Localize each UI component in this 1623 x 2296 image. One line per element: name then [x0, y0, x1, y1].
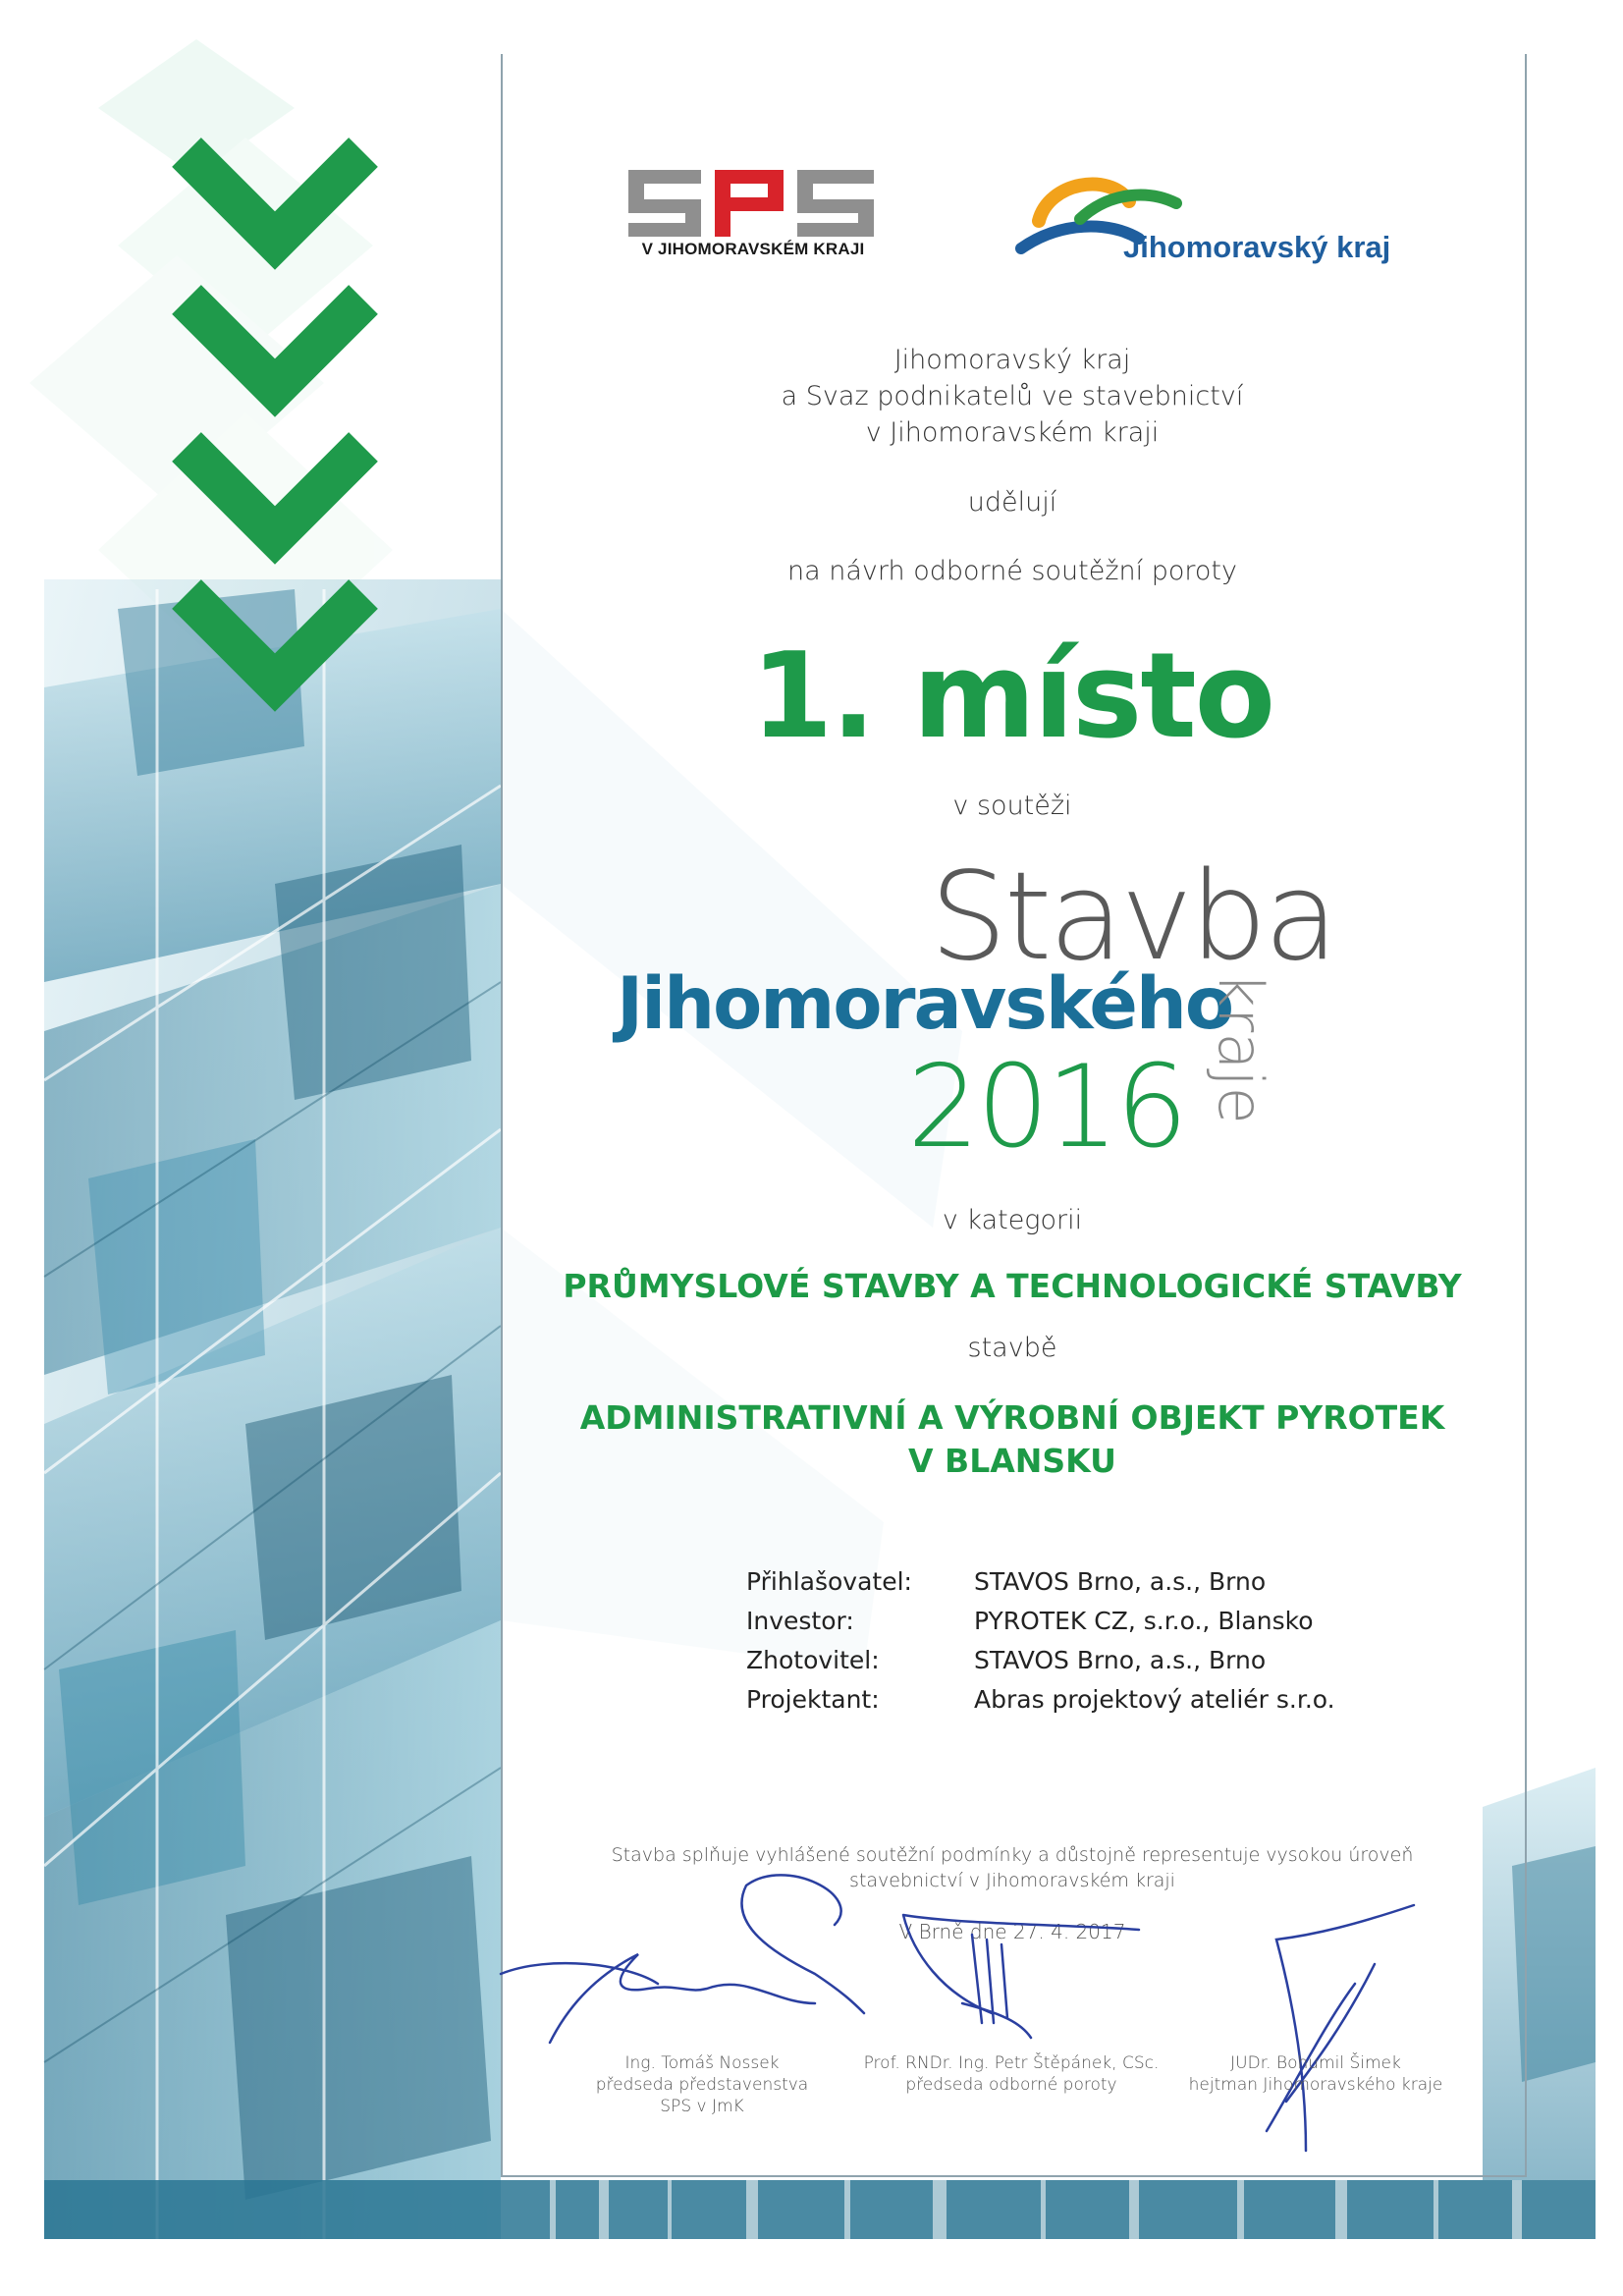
competition-year: 2016	[907, 1041, 1186, 1174]
participant-label: Investor:	[746, 1607, 854, 1635]
grant-text: udělují	[967, 487, 1057, 518]
participant-value: PYROTEK CZ, s.r.o., Blansko	[974, 1607, 1314, 1635]
participant-value: STAVOS Brno, a.s., Brno	[974, 1646, 1267, 1674]
participant-label: Zhotovitel:	[746, 1646, 880, 1674]
jmk-logo-text: Jihomoravský kraj	[1123, 230, 1391, 264]
issuer-line: a Svaz podnikatelů ve stavebnictví	[781, 381, 1244, 411]
issuer-block	[511, 342, 1514, 451]
statement-text	[511, 1842, 1514, 1893]
issuer-line: Jihomoravský kraj	[893, 345, 1131, 375]
in-competition-text: v soutěži	[952, 791, 1072, 821]
signatory-title: předseda představenstva	[595, 2075, 809, 2095]
competition-word-kraje: kraje	[1205, 972, 1276, 1124]
signatory-title: SPS v JmK	[660, 2097, 744, 2116]
frame-line-left	[501, 54, 503, 2175]
building-name	[511, 1396, 1514, 1483]
category-label: v kategorii	[942, 1205, 1083, 1235]
participant-value: Abras projektový ateliér s.r.o.	[974, 1685, 1335, 1714]
category-name: PRŮMYSLOVÉ STAVBY A TECHNOLOGICKÉ STAVBY	[563, 1267, 1462, 1305]
signatory-simek	[1168, 2052, 1463, 2096]
signatory-nossek	[569, 2052, 835, 2117]
participant-value: STAVOS Brno, a.s., Brno	[974, 1567, 1267, 1596]
signatory-name: Ing. Tomáš Nossek	[624, 2053, 780, 2073]
signatory-stepanek	[854, 2052, 1168, 2096]
issuer-line: v Jihomoravském kraji	[865, 417, 1160, 448]
signatory-title: hejtman Jihomoravského kraje	[1188, 2075, 1443, 2095]
issue-date: V Brně dne 27. 4. 2017	[898, 1920, 1126, 1943]
participant-label: Projektant:	[746, 1685, 880, 1714]
signatory-name: Prof. RNDr. Ing. Petr Štěpánek, CSc.	[863, 2053, 1160, 2073]
proposal-text: na návrh odborné soutěžní poroty	[787, 556, 1237, 586]
building-name-line: V BLANSKU	[908, 1442, 1116, 1480]
award-place: 1. místo	[750, 629, 1274, 765]
building-label: stavbě	[967, 1333, 1057, 1363]
participant-label: Přihlašovatel:	[746, 1567, 912, 1596]
competition-word-region: Jihomoravského	[617, 962, 1233, 1046]
signatory-name: JUDr. Bohumil Šimek	[1230, 2053, 1401, 2073]
competition-word-stavba: Stavba	[930, 847, 1336, 988]
building-name-line: ADMINISTRATIVNÍ A VÝROBNÍ OBJEKT PYROTEK	[579, 1398, 1445, 1437]
sps-logo-subtitle: V JIHOMORAVSKÉM KRAJI	[641, 240, 865, 258]
frame-line-right	[1525, 54, 1527, 2175]
statement-line: Stavba splňuje vyhlášené soutěžní podmínky a důstojně representuje vysokou úroveň	[611, 1844, 1414, 1866]
statement-line: stavebnictví v Jihomoravském kraji	[849, 1870, 1175, 1891]
signatory-title: předseda odborné poroty	[905, 2075, 1117, 2095]
frame-line-bottom	[501, 2175, 1527, 2177]
